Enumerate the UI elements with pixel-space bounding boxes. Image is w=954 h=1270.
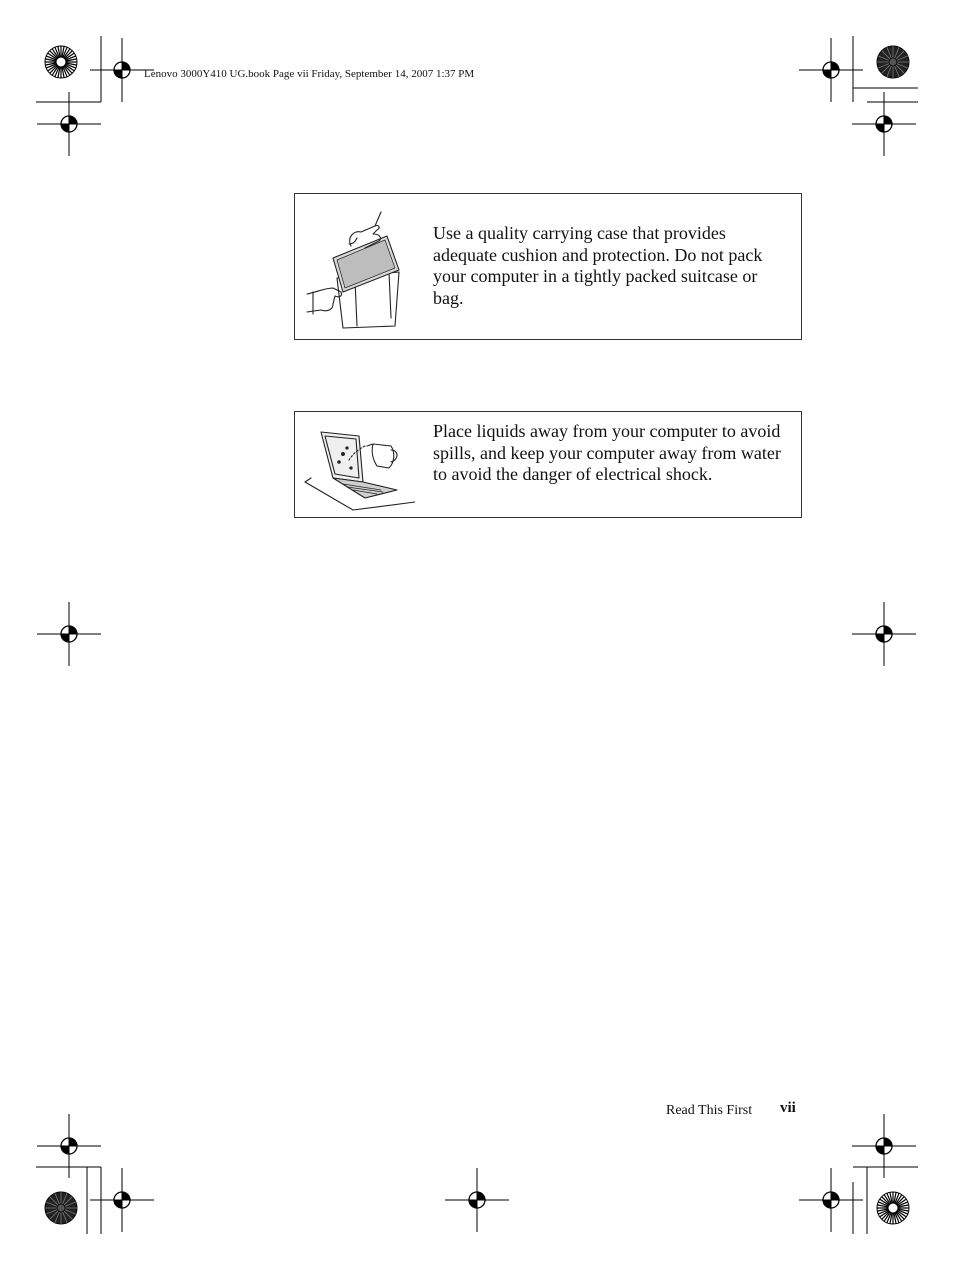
footer-section-title: Read This First [666, 1103, 753, 1118]
tip-text-liquids: Place liquids away from your computer to avoid spills, and keep your computer away from water to avoid the danger of electrical shock. [433, 421, 781, 484]
tip-box-liquids [294, 411, 802, 518]
book-header-info: Lenovo 3000Y410 UG.book Page vii Friday, September 14, 2007 1:37 PM [144, 68, 475, 80]
tip-text-carrying-case: Use a quality carrying case that provides adequate cushion and protection. Do not pack your computer in a tightly packed suitcase or bag. [433, 223, 763, 308]
tip-box-carrying-case [294, 193, 802, 340]
footer-page-number: vii [780, 1100, 796, 1116]
laptop-liquid-spill-icon [303, 424, 415, 512]
laptop-carrying-case-icon [303, 208, 415, 332]
